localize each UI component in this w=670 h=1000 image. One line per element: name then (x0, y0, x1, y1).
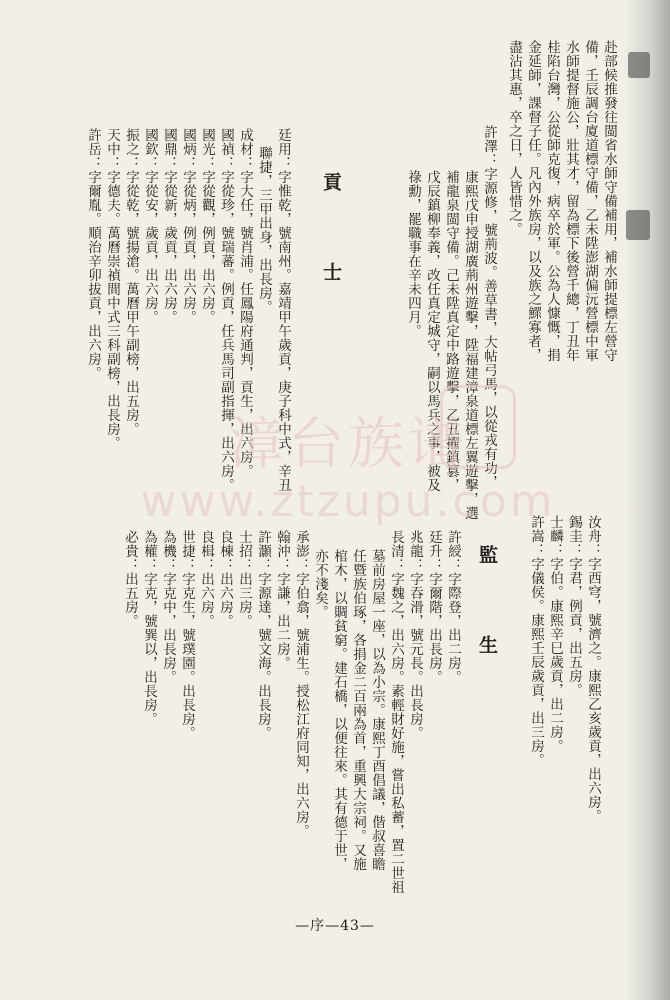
page-number: —序—43— (295, 918, 375, 934)
text-column: 許灝：字源達，號文海。出長房。 (255, 530, 271, 740)
page-edge-shadow (624, 0, 670, 1000)
text-column: 錫圭：字君，例貢，出五房。 (566, 515, 582, 697)
text-column: 國光：字從觀，例貢，出六房。 (199, 128, 215, 324)
text-column: 必貴：出五房。 (122, 530, 138, 628)
scan-blot (628, 52, 650, 78)
text-column: 廷用：字惟乾，號南州。嘉靖甲午歲貢，庚子科中式，辛丑 (275, 128, 291, 492)
watermark-logo-icon (440, 385, 516, 469)
text-column: 亦不淺矣。 (312, 549, 328, 619)
text-column: 補龍泉閩守備。己未陞真定中路遊擊，乙丑擢鎮篡， (443, 170, 459, 492)
text-column: 國欽：字從安，歲貢，出六房。 (142, 128, 158, 324)
text-column: 翰沖：字謙，出二房。 (274, 530, 290, 670)
text-column: 兆龍：字吞滑，號元長。出長房。 (407, 530, 423, 740)
text-column: 為機：字克中，出長房。 (160, 530, 176, 684)
text-column: 祿勳，罷職事在辛未四月。 (405, 170, 421, 338)
text-column: 許嵩：字儀侯。康熙壬辰歲貢，出三房。 (528, 515, 544, 767)
text-column: 良楫：出六房。 (198, 530, 214, 628)
scan-blot (626, 210, 650, 240)
watermark-title: 漳台族谱 (228, 412, 468, 477)
text-column: 備，壬辰調台廈道標守備，乙未陞澎湖偏沅營標中軍 (582, 40, 598, 362)
text-column: 聯捷，三甲出身，出長房。 (256, 146, 272, 314)
text-column: 廷升：字爾階，出長房。 (426, 530, 442, 684)
text-column: 許岳：字爾胤。順治辛卯拔貢，出六房。 (85, 128, 101, 380)
jiansheng-list (120, 530, 462, 894)
text-column: 振之：字從乾，號揚滄。萬曆甲午副榜，出五房。 (123, 128, 139, 436)
text-column: 盡沾其惠，卒之日，人皆惜之。 (506, 40, 522, 236)
right-upper-list (526, 515, 602, 823)
section-heading-gongshi: 貢 士 (320, 172, 342, 307)
text-column: 承澎：字伯翕，號浦生。授松江府同知，出六房。 (293, 530, 309, 838)
text-column: 戊辰鎮柳奉義，改任真定城守，嗣以馬兵之事，被及 (424, 170, 440, 492)
text-column: 金延師，課督子任。凡內外族房，以及族之鰥寡者， (525, 40, 541, 362)
text-column: 任暨族伯琢，各捐金二百兩為首，重興大宗祠。又施 (350, 549, 366, 871)
text-column: 良棟：出六房。 (217, 530, 233, 628)
text-column: 士麟：字伯。康熙辛巳歲貢，出二房。 (547, 515, 563, 753)
text-column: 赴部候推發往閩省水師守備補用，補水師提標左營守 (601, 40, 617, 362)
text-column: 國禎：字從珍，號瑞蕃。例貢，任兵馬司副指揮，出六房。 (218, 128, 234, 492)
text-column: 汝舟：字西穹，號濟之。康熙乙亥歲貢，出六房。 (585, 515, 601, 823)
text-column: 許綬：字際登，出二房。 (445, 530, 461, 684)
text-column: 國炳：字從炳，例貢，出六房。 (180, 128, 196, 324)
text-column: 為權：字克，號巽以，出長房。 (141, 530, 157, 726)
text-column: 康熙戊申授湖廣荊州遊擊，陞福建漳泉道標左翼遊擊，選 (462, 170, 478, 520)
text-column: 士招：出三房。 (236, 530, 252, 628)
text-column: 成材：字大任，號肖浦。任鳳陽府通判，貢生，出六房。 (237, 128, 253, 478)
text-column: 墓前房屋一座，以為小宗。康熙丁酉倡議，偕叔喜瞻 (369, 549, 385, 871)
text-column: 長清：字魏之，出六房。素輕財好施，嘗出私蓄，置二世祖 (388, 530, 404, 894)
text-column: 桂陷台灣，公從師克復，病卒於軍。公為人慷慨，捐 (544, 40, 560, 362)
text-column: 許澤：字源修，號荊波。善草書，大帖弓馬，以從戎有功， (481, 125, 497, 489)
watermark-url: www.ztzupu.com (140, 476, 556, 527)
section-heading-jiansheng: 監 生 (476, 545, 498, 680)
text-column: 國鼎：字從新，歲貢，出六房。 (161, 128, 177, 324)
text-column: 天中：字德夫。萬曆崇禎間中式三科副榜，出長房。 (104, 128, 120, 450)
text-column: 水師提督施公，壯其才，留為標下後營千總，丁丑年 (563, 40, 579, 362)
text-column: 世捷：字克生，號璞園。出長房。 (179, 530, 195, 740)
gongshi-list (83, 128, 292, 492)
text-column: 棺木，以賙貧窮。建石橋，以便往來。其有德于世， (331, 549, 347, 871)
